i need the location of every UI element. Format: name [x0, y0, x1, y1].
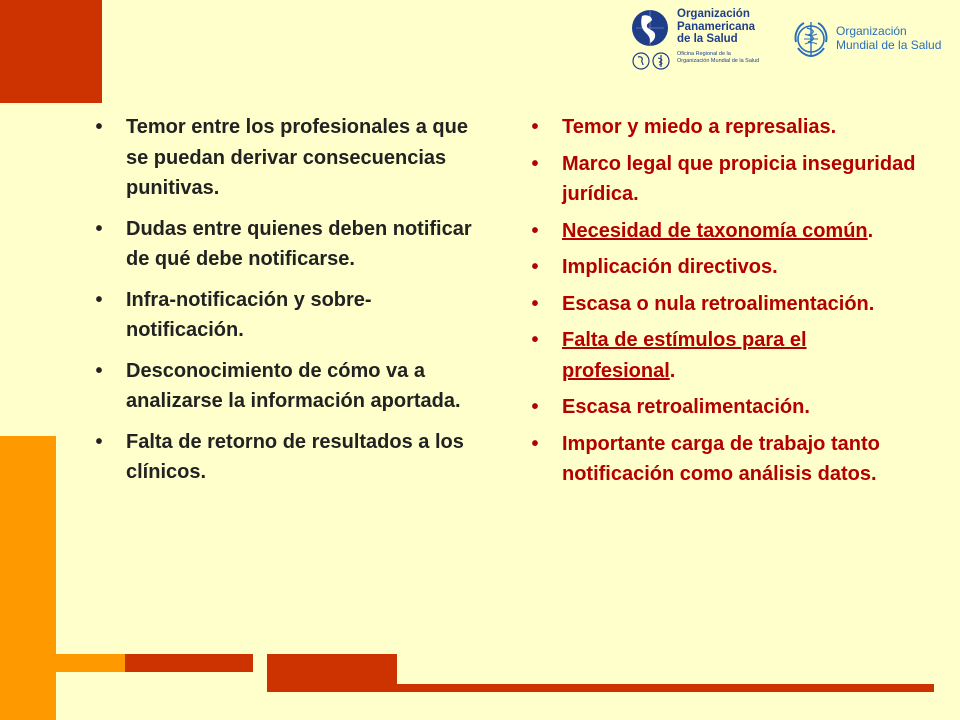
- list-item: [525, 149, 925, 210]
- list-item-text: Escasa retroalimentación.: [562, 396, 810, 418]
- list-item: [89, 285, 484, 346]
- list-item-text: Importante carga de trabajo tanto notificación como análisis datos.: [562, 432, 880, 485]
- right-bullet-list: [525, 112, 925, 496]
- who-name: [836, 24, 941, 52]
- paho-subtitle: [677, 51, 759, 65]
- list-item-text: Temor entre los profesionales a que se puedan derivar consecuencias punitivas.: [126, 116, 468, 199]
- list-item: [525, 216, 925, 247]
- paho-name-line1: Organización: [677, 8, 750, 20]
- list-item-suffix: .: [867, 219, 874, 242]
- paho-logo: [630, 8, 790, 66]
- paho-mini-emblem-icon: [632, 52, 650, 70]
- paho-subtitle-line2: Organización Mundial de la Salud: [677, 58, 760, 64]
- decor-bar-left: [0, 436, 56, 720]
- who-name-line2: Mundial de la Salud: [836, 38, 942, 52]
- left-bullet-list: [89, 112, 484, 498]
- list-item: [525, 112, 925, 143]
- list-item-text: Desconocimiento de cómo va a analizarse la información aportada.: [126, 359, 461, 412]
- list-item: [89, 112, 484, 204]
- list-item: [525, 289, 925, 320]
- list-item-text: Marco legal que propicia inseguridad jurídica.: [562, 152, 916, 205]
- americas-globe-icon: [630, 8, 670, 48]
- list-item: [525, 429, 925, 490]
- decor-bar-bottom-orange: [56, 654, 125, 672]
- paho-name-line3: de la Salud: [677, 33, 738, 45]
- list-item-text: Implicación directivos.: [562, 256, 778, 278]
- decor-bar-bottom-red-1: [125, 654, 253, 672]
- list-item: [525, 392, 925, 423]
- list-item: [525, 325, 925, 386]
- list-item-text: Temor y miedo a represalias.: [562, 116, 837, 138]
- list-item: [89, 214, 484, 275]
- list-item-underlined-text: Necesidad de taxonomía común: [562, 219, 868, 242]
- who-logo: [790, 18, 955, 62]
- who-mini-emblem-icon: [652, 52, 670, 70]
- who-name-line1: Organización: [836, 24, 907, 38]
- list-item-underlined-text: Falta de estímulos para el profesional: [562, 329, 807, 382]
- list-item-text: Infra-notificación y sobre-notificación.: [126, 288, 372, 341]
- list-item: [89, 427, 484, 488]
- list-item: [525, 252, 925, 283]
- paho-subtitle-line1: Oficina Regional de la: [677, 51, 731, 57]
- list-item-text: Dudas entre quienes deben notificar de qué debe notificarse.: [126, 217, 472, 270]
- paho-name-line2: Panamericana: [677, 20, 755, 33]
- list-item-suffix: .: [669, 359, 676, 382]
- list-item: [89, 356, 484, 417]
- list-item-text: Falta de retorno de resultados a los clínicos.: [126, 430, 464, 483]
- list-item-text: Escasa o nula retroalimentación.: [562, 292, 875, 315]
- who-emblem-icon: [790, 18, 832, 60]
- paho-name: [677, 8, 755, 46]
- decor-bar-bottom-line: [397, 684, 934, 692]
- decor-bar-top-left: [0, 0, 102, 103]
- decor-bar-bottom-red-2: [267, 654, 397, 692]
